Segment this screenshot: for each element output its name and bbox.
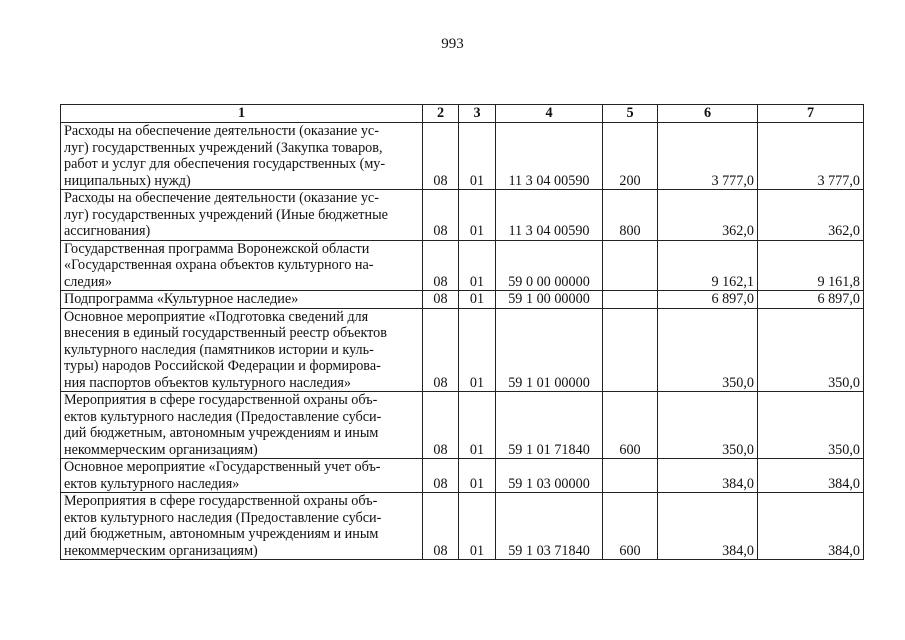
header-row [61, 105, 864, 123]
description-line: дий бюджетным, автономным учреждениям и иным [64, 425, 379, 441]
amount-column-6: 6 897,0 [658, 291, 758, 309]
section-code: 08 [423, 308, 459, 392]
target-article-code: 59 1 03 00000 [496, 459, 603, 493]
subsection-code: 01 [459, 493, 496, 560]
amount-column-7: 6 897,0 [758, 291, 864, 309]
amount-column-7: 3 777,0 [758, 123, 864, 190]
expense-type-code: 600 [603, 392, 658, 459]
expense-description [61, 291, 423, 309]
amount-column-7: 384,0 [758, 493, 864, 560]
table-row [61, 392, 864, 459]
amount-column-6: 350,0 [658, 392, 758, 459]
expense-type-code [603, 291, 658, 309]
expense-type-code [603, 459, 658, 493]
description-line: культурного наследия (памятников истории и куль- [64, 341, 374, 358]
column-header-1: 1 [61, 105, 423, 123]
target-article-code: 11 3 04 00590 [496, 123, 603, 190]
description-line: ектов культурного наследия (Предоставление субси- [64, 509, 382, 526]
table-row [61, 190, 864, 241]
amount-column-7: 350,0 [758, 308, 864, 392]
expense-description [61, 308, 423, 392]
expense-description [61, 392, 423, 459]
table-row [61, 123, 864, 190]
target-article-code: 59 1 03 71840 [496, 493, 603, 560]
expense-description [61, 459, 423, 493]
column-header-7: 7 [758, 105, 864, 123]
description-line: туры) народов Российской Федерации и формирова- [64, 358, 381, 374]
section-code: 08 [423, 392, 459, 459]
amount-column-6: 384,0 [658, 493, 758, 560]
description-line: Государственная программа Воронежской области [64, 240, 370, 257]
description-line: «Государственная охрана объектов культурного на- [64, 257, 374, 273]
amount-column-7: 9 161,8 [758, 240, 864, 291]
table-row [61, 459, 864, 493]
description-line: Подпрограмма «Культурное наследие» [64, 291, 299, 307]
subsection-code: 01 [459, 291, 496, 309]
description-line: Основное мероприятие «Государственный учет объ- [64, 459, 381, 475]
expense-type-code: 600 [603, 493, 658, 560]
section-code: 08 [423, 123, 459, 190]
target-article-code: 11 3 04 00590 [496, 190, 603, 241]
description-line: следия» [64, 273, 112, 290]
description-line: Расходы на обеспечение деятельности (оказание ус- [64, 190, 379, 206]
subsection-code: 01 [459, 190, 496, 241]
column-header-5: 5 [603, 105, 658, 123]
table-body [61, 123, 864, 560]
subsection-code: 01 [459, 459, 496, 493]
amount-column-7: 362,0 [758, 190, 864, 241]
expense-description [61, 493, 423, 560]
description-line: ния паспортов объектов культурного наследия» [64, 374, 352, 391]
description-line: некоммерческим организациям) [64, 441, 258, 458]
target-article-code: 59 1 01 71840 [496, 392, 603, 459]
page-number: 993 [441, 36, 464, 52]
amount-column-6: 3 777,0 [658, 123, 758, 190]
table-header [61, 105, 864, 123]
subsection-code: 01 [459, 123, 496, 190]
amount-column-7: 384,0 [758, 459, 864, 493]
description-line: ассигнования) [64, 223, 151, 239]
expense-type-code: 800 [603, 190, 658, 241]
expense-description [61, 190, 423, 241]
description-line: ектов культурного наследия» [64, 475, 240, 492]
description-line: ниципальных) нужд) [64, 172, 191, 189]
section-code: 08 [423, 240, 459, 291]
description-line: внесения в единый государственный реестр объектов [64, 325, 387, 341]
expense-description [61, 123, 423, 190]
section-code: 08 [423, 291, 459, 309]
target-article-code: 59 1 01 00000 [496, 308, 603, 392]
description-line: луг) государственных учреждений (Закупка товаров, [64, 139, 383, 156]
target-article-code: 59 0 00 00000 [496, 240, 603, 291]
budget-table [60, 104, 864, 560]
amount-column-6: 9 162,1 [658, 240, 758, 291]
subsection-code: 01 [459, 308, 496, 392]
expense-type-code [603, 308, 658, 392]
column-header-3: 3 [459, 105, 496, 123]
subsection-code: 01 [459, 240, 496, 291]
column-header-2: 2 [423, 105, 459, 123]
expense-type-code [603, 240, 658, 291]
description-line: работ и услуг для обеспечения государственных (му- [64, 156, 386, 172]
amount-column-6: 384,0 [658, 459, 758, 493]
table-row [61, 291, 864, 309]
amount-column-7: 350,0 [758, 392, 864, 459]
expense-type-code: 200 [603, 123, 658, 190]
section-code: 08 [423, 190, 459, 241]
table-row [61, 240, 864, 291]
amount-column-6: 350,0 [658, 308, 758, 392]
section-code: 08 [423, 459, 459, 493]
description-line: Основное мероприятие «Подготовка сведений для [64, 308, 369, 325]
description-line: ектов культурного наследия (Предоставление субси- [64, 408, 382, 425]
section-code: 08 [423, 493, 459, 560]
column-header-4: 4 [496, 105, 603, 123]
amount-column-6: 362,0 [658, 190, 758, 241]
target-article-code: 59 1 00 00000 [496, 291, 603, 309]
description-line: луг) государственных учреждений (Иные бюджетные [64, 206, 388, 223]
table-row [61, 493, 864, 560]
description-line: Мероприятия в сфере государственной охраны объ- [64, 392, 378, 408]
expense-description [61, 240, 423, 291]
description-line: некоммерческим организациям) [64, 542, 258, 559]
subsection-code: 01 [459, 392, 496, 459]
description-line: дий бюджетным, автономным учреждениям и иным [64, 526, 379, 542]
column-header-6: 6 [658, 105, 758, 123]
description-line: Расходы на обеспечение деятельности (оказание ус- [64, 123, 379, 139]
description-line: Мероприятия в сфере государственной охраны объ- [64, 493, 378, 509]
table-row [61, 308, 864, 392]
